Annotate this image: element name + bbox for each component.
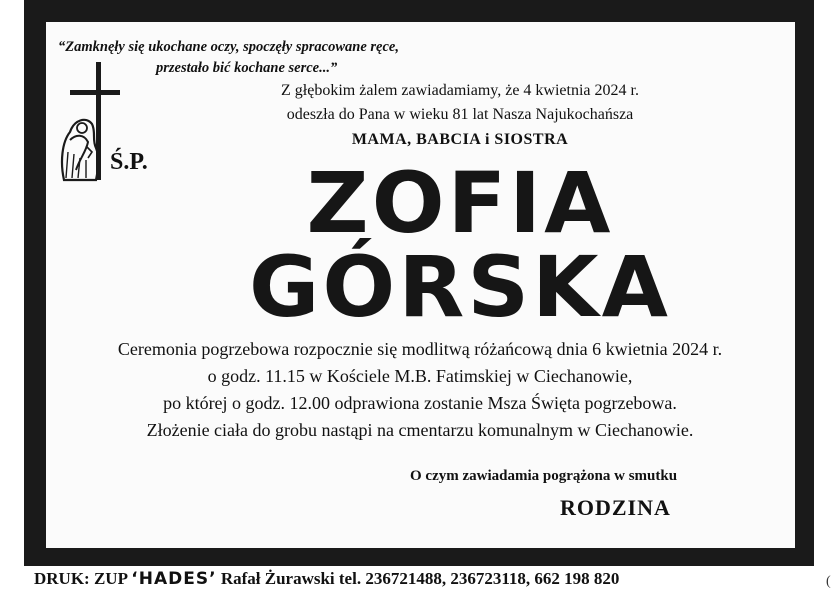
notify-line: O czym zawiadamia pogrążona w smutku (410, 468, 678, 484)
sp-abbreviation: Ś.P. (110, 149, 148, 175)
intro-line-2: odeszła do Pana w wieku 81 lat Nasza Najukochańsza (286, 106, 634, 123)
family-signature: RODZINA (560, 495, 671, 520)
ceremony-line: po której o godz. 12.00 odprawiona zostanie Msza Święta pogrzebowa. (163, 393, 677, 413)
printer-footer (34, 569, 619, 589)
ceremony-line: Ceremonia pogrzebowa rozpocznie się modlitwą różańcową dnia 6 kwietnia 2024 r. (117, 339, 723, 359)
quote-line-1: “Zamknęły się ukochane oczy, spoczęły spracowane ręce, (58, 39, 399, 55)
footer-prefix: DRUK: ZUP (34, 569, 132, 588)
quote-line-2: przestało bić kochane serce...” (156, 60, 338, 76)
ceremony-line: Złożenie ciała do grobu nastąpi na cmentarzu komunalnym w Ciechanowie. (146, 420, 694, 440)
ceremony-details (30, 336, 810, 444)
relation-line: MAMA, BABCIA i SIOSTRA (351, 131, 569, 148)
ceremony-line: o godz. 11.15 w Kościele M.B. Fatimskiej w Ciechanowie, (207, 366, 633, 386)
deceased-first-name: ZOFIA (306, 154, 614, 252)
intro-line-1: Z głębokim żalem zawiadamiamy, że 4 kwietnia 2024 r. (281, 82, 639, 99)
footer-edge-fragment: ( (826, 574, 831, 589)
footer-company: ‘HADES’ (131, 569, 217, 589)
deceased-last-name: GÓRSKA (249, 238, 671, 336)
footer-contact: Rafał Żurawski tel. 236721488, 236723118, 662 198 820 (216, 569, 620, 588)
